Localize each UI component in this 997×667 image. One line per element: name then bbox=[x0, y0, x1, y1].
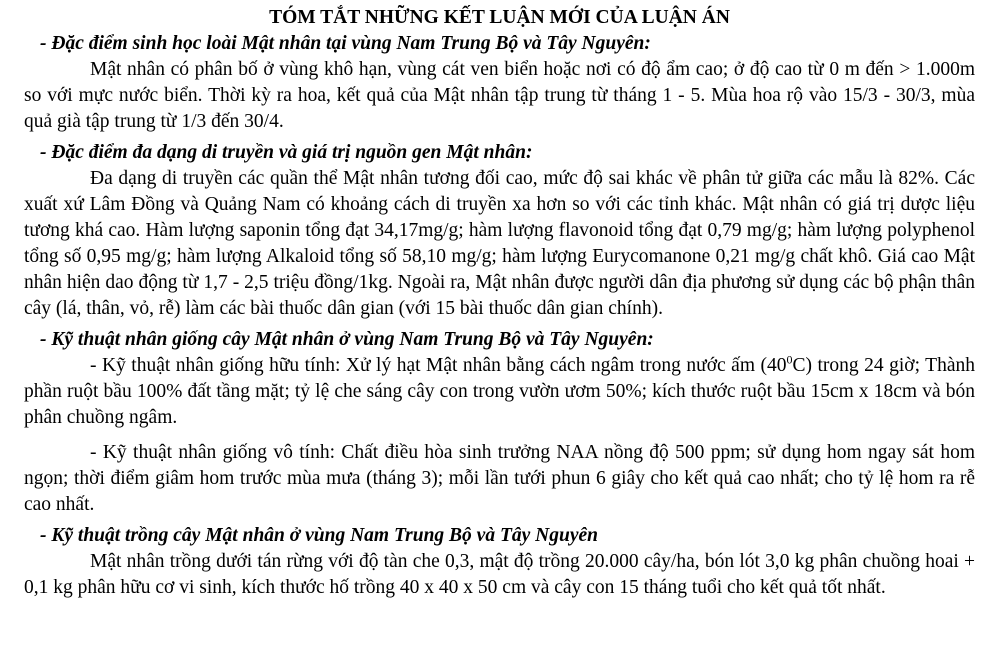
document-title: TÓM TẮT NHỮNG KẾT LUẬN MỚI CỦA LUẬN ÁN bbox=[269, 7, 730, 28]
paragraph-planting: Mật nhân trồng dưới tán rừng với độ tàn che 0,3, mật độ trồng 20.000 cây/ha, bón lót 3,0 kg phân chuồng hoai + 0,1 kg phân hữu cơ vi sinh, kích thước hố trồng 40 x 40 x 50 cm và cây con 15 tháng tuổi cho kết quả tốt nhất. bbox=[24, 551, 975, 598]
paragraph-vegetative-propagation: - Kỹ thuật nhân giống vô tính: Chất điều hòa sinh trưởng NAA nồng độ 500 ppm; sử dụng hom ngay sát hom ngọn; thời điểm giâm hom trước mùa mưa (tháng 3); mỗi lần tưới phun 6 giây cho kết quả cao nhất; cho tỷ lệ hom ra rễ cao nhất. bbox=[24, 442, 975, 515]
paragraph-sexual-propagation bbox=[24, 353, 975, 431]
section-heading-genetics: - Đặc điểm đa dạng di truyền và giá trị nguồn gen Mật nhân: bbox=[40, 142, 533, 163]
section-heading-propagation: - Kỹ thuật nhân giống cây Mật nhân ở vùng Nam Trung Bộ và Tây Nguyên: bbox=[40, 329, 654, 350]
degree-superscript: 0 bbox=[786, 352, 793, 367]
paragraph-biology: Mật nhân có phân bố ở vùng khô hạn, vùng cát ven biển hoặc nơi có độ ẩm cao; ở độ cao từ 0 m đến > 1.000m so với mực nước biển. Thời kỳ ra hoa, kết quả của Mật nhân tập trung từ tháng 1 - 5. Mùa hoa rộ vào 15/3 - 30/3, mùa quả già tập trung từ 1/3 đến 30/4. bbox=[24, 59, 975, 132]
sexual-propagation-text-end: C) trong 24 giờ; Thành phần ruột bầu 100% đất tầng mặt; tỷ lệ che sáng cây con trong vườn ươm 50%; kích thước ruột bầu 15cm x 18cm và bón phân chuồng ngâm. bbox=[24, 355, 975, 428]
sexual-propagation-text-start: - Kỹ thuật nhân giống hữu tính: Xử lý hạt Mật nhân bằng cách ngâm trong nước ấm (40 bbox=[90, 355, 787, 376]
section-heading-biology: - Đặc điểm sinh học loài Mật nhân tại vùng Nam Trung Bộ và Tây Nguyên: bbox=[40, 33, 651, 54]
paragraph-genetics: Đa dạng di truyền các quần thể Mật nhân tương đối cao, mức độ sai khác về phân tử giữa các mẫu là 82%. Các xuất xứ Lâm Đồng và Quảng Nam có khoảng cách di truyền xa hơn so với các tỉnh khác. Mật nhân có giá trị dược liệu tương khá cao. Hàm lượng saponin tổng đạt 34,17mg/g; hàm lượng flavonoid tổng đạt 0,79 mg/g; hàm lượng polyphenol tổng số 0,95 mg/g; hàm lượng Alkaloid tổng số 58,10 mg/g; hàm lượng Eurycomanone 0,21 mg/g chất khô. Giá cao Mật nhân hiện dao động từ 1,7 - 2,5 triệu đồng/1kg. Ngoài ra, Mật nhân được người dân địa phương sử dụng các bộ phận thân cây (lá, thân, vỏ, rễ) làm các bài thuốc dân gian (với 15 bài thuốc dân gian chính). bbox=[24, 168, 975, 319]
section-heading-planting: - Kỹ thuật trồng cây Mật nhân ở vùng Nam Trung Bộ và Tây Nguyên bbox=[40, 525, 598, 546]
